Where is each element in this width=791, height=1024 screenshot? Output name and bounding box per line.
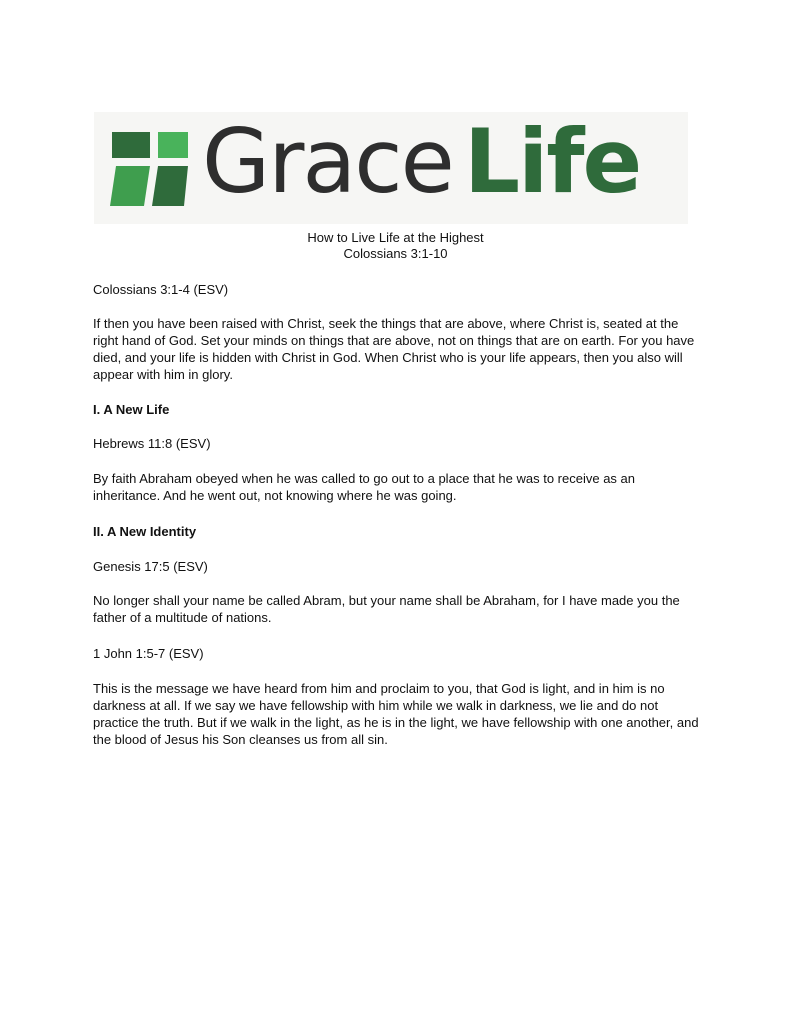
section-heading: II. A New Identity — [93, 524, 197, 539]
gracelife-logo — [94, 112, 688, 224]
logo-grace-text: Grace — [202, 112, 453, 213]
scripture-passage: If then you have been raised with Christ, seek the things that are above, where Christ is, seated at the right hand of God. Set your minds on things that are above, not on things that are on earth. For you have died, and your life is hidden with Christ in God. When Christ who is your life appears, then you also will appear with him in glory. — [93, 316, 695, 382]
scripture-reference: 1 John 1:5-7 (ESV) — [93, 646, 204, 661]
scripture-reference: Hebrews 11:8 (ESV) — [93, 436, 211, 451]
scripture-passage: By faith Abraham obeyed when he was called to go out to a place that he was to receive as an inheritance. And he went out, not knowing where he was going. — [93, 471, 636, 503]
logo-life-text: Life — [464, 112, 641, 213]
scripture-passage: No longer shall your name be called Abram, but your name shall be Abraham, for I have made you the father of a multitude of nations. — [93, 593, 680, 625]
sermon-title: How to Live Life at the Highest — [307, 230, 484, 245]
scripture-reference: Genesis 17:5 (ESV) — [93, 559, 208, 574]
section-heading: I. A New Life — [93, 402, 170, 417]
sermon-reference: Colossians 3:1-10 — [343, 246, 448, 261]
scripture-passage: This is the message we have heard from him and proclaim to you, that God is light, and in him is no darkness at all. If we say we have fellowship with him while we walk in darkness, we lie and do not practice the truth. But if we walk in the light, as he is in the light, we have fellowship with one another, and the blood of Jesus his Son cleanses us from all sin. — [93, 681, 699, 747]
scripture-reference: Colossians 3:1-4 (ESV) — [93, 282, 229, 297]
cross-mark-icon — [94, 112, 204, 224]
